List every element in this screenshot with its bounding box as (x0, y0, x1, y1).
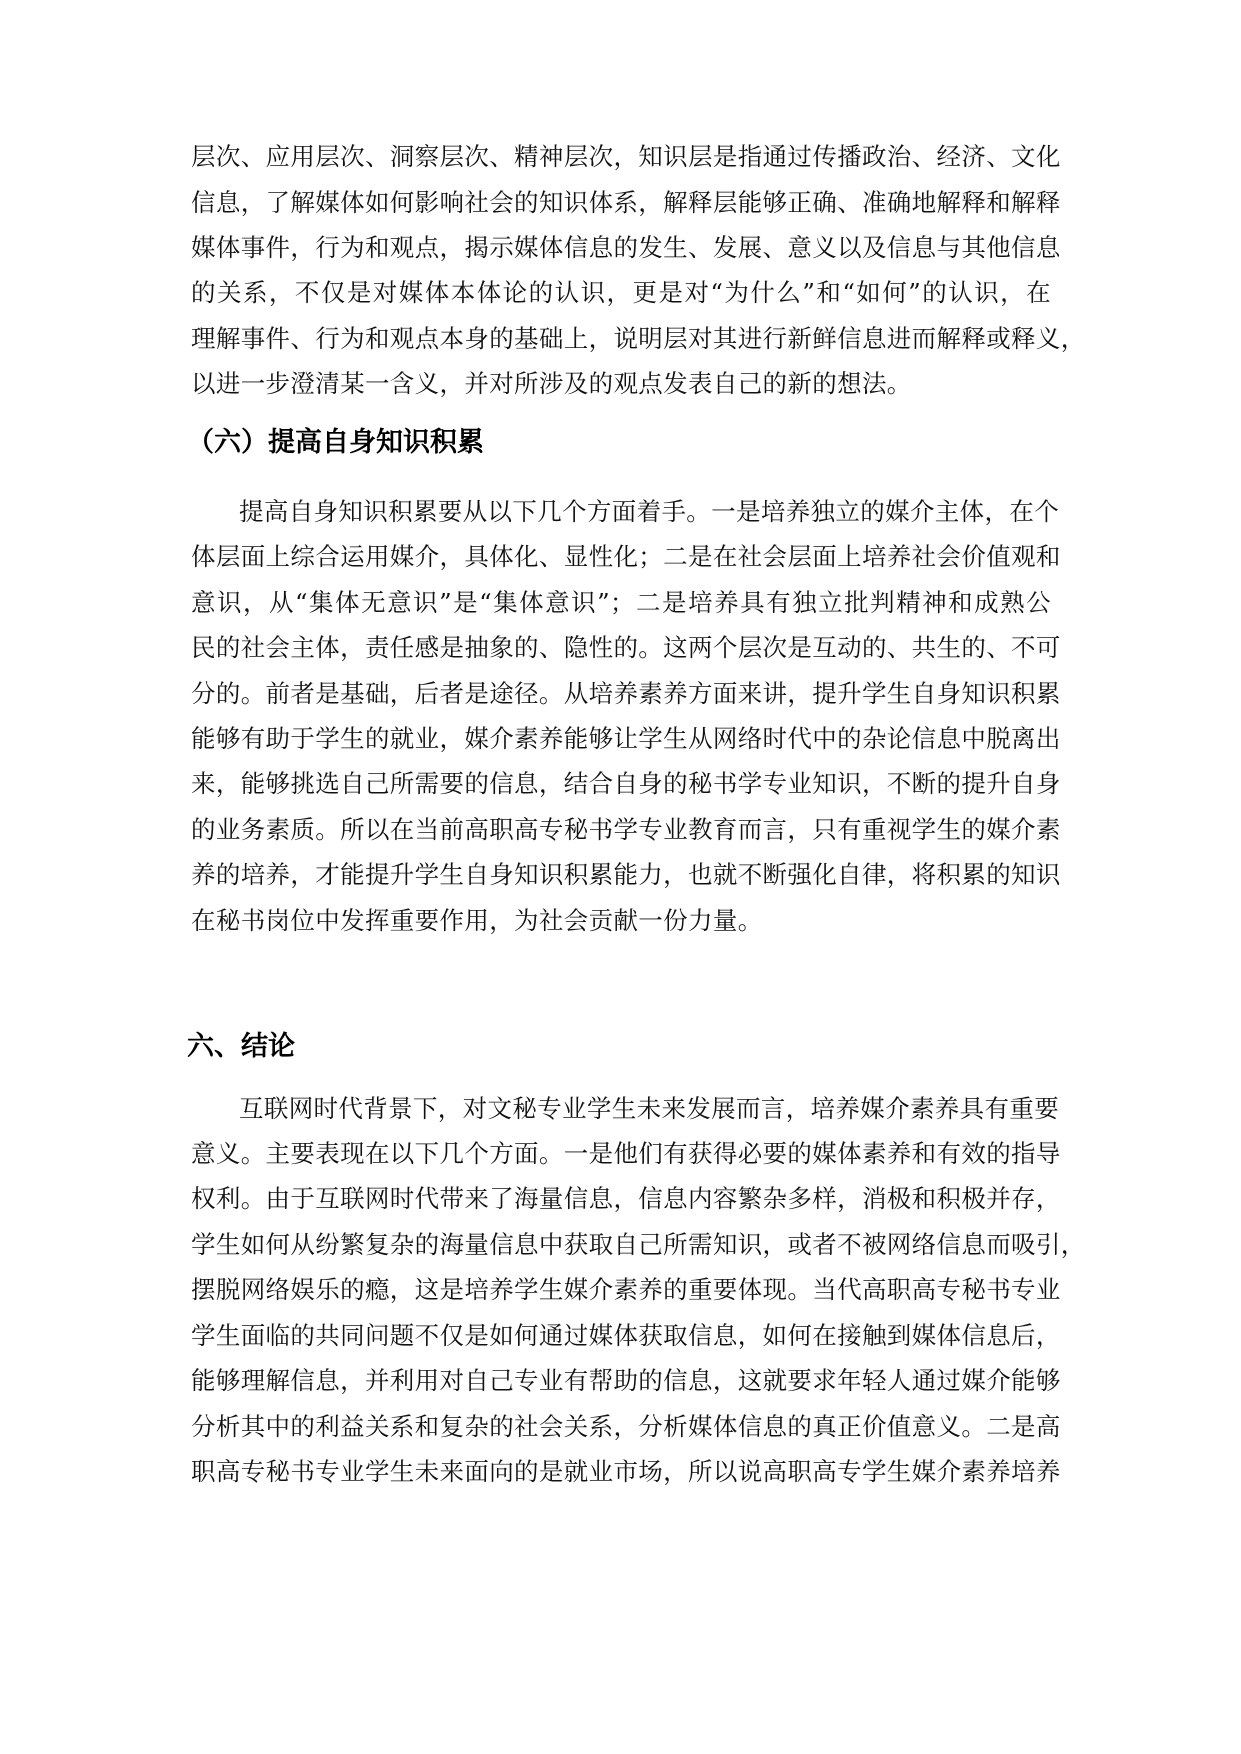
text-line: 提高自身知识积累要从以下几个方面着手。一是培养独立的媒介主体，在个 (239, 497, 1060, 526)
text-line: 在秘书岗位中发挥重要作用，为社会贡献一份力量。 (191, 906, 763, 935)
text-line: 媒体事件，行为和观点，揭示媒体信息的发生、发展、意义以及信息与其他信息 (191, 233, 1061, 262)
text-line: 养的培养，才能提升学生自身知识积累能力，也就不断强化自律，将积累的知识 (191, 860, 1061, 889)
text-line: 学生面临的共同问题不仅是如何通过媒体获取信息，如何在接触到媒体信息后， (191, 1321, 1061, 1350)
text-line: 的关系，不仅是对媒体本体论的认识，更是对“为什么”和“如何”的认识，在 (191, 278, 1051, 307)
text-line: 意义。主要表现在以下几个方面。一是他们有获得必要的媒体素养和有效的指导 (191, 1139, 1061, 1168)
text-line: 能够理解信息，并利用对自己专业有帮助的信息，这就要求年轻人通过媒介能够 (191, 1366, 1061, 1395)
section-heading: 六、结论 (187, 1031, 295, 1062)
subsection-heading: （六）提高自身知识积累 (187, 427, 484, 458)
text-line: 互联网时代背景下，对文秘专业学生未来发展而言，培养媒介素养具有重要 (239, 1094, 1060, 1123)
text-line: 信息，了解媒体如何影响社会的知识体系，解释层能够正确、准确地解释和解释 (191, 188, 1061, 217)
text-line: 层次、应用层次、洞察层次、精神层次，知识层是指通过传播政治、经济、文化 (191, 142, 1061, 171)
text-line: 分析其中的利益关系和复杂的社会关系，分析媒体信息的真正价值意义。二是高 (191, 1412, 1061, 1441)
text-line: 权利。由于互联网时代带来了海量信息，信息内容繁杂多样，消极和积极并存， (191, 1184, 1061, 1213)
text-line: 职高专秘书专业学生未来面向的是就业市场，所以说高职高专学生媒介素养培养 (191, 1457, 1061, 1486)
text-line: 能够有助于学生的就业，媒介素养能够让学生从网络时代中的杂论信息中脱离出 (191, 724, 1061, 753)
text-line: 来，能够挑选自己所需要的信息，结合自身的秘书学专业知识，不断的提升自身 (191, 769, 1061, 798)
text-line: 摆脱网络娱乐的瘾，这是培养学生媒介素养的重要体现。当代高职高专秘书专业 (191, 1275, 1061, 1304)
text-line: 分的。前者是基础，后者是途径。从培养素养方面来讲，提升学生自身知识积累 (191, 679, 1061, 708)
text-line: 的业务素质。所以在当前高职高专秘书学专业教育而言，只有重视学生的媒介素 (191, 815, 1061, 844)
text-line: 学生如何从纷繁复杂的海量信息中获取自己所需知识，或者不被网络信息而吸引， (191, 1230, 1086, 1259)
text-line: 理解事件、行为和观点本身的基础上，说明层对其进行新鲜信息进而解释或释义， (191, 324, 1086, 353)
text-line: 民的社会主体，责任感是抽象的、隐性的。这两个层次是互动的、共生的、不可 (191, 633, 1061, 662)
text-line: 意识，从“集体无意识”是“集体意识”；二是培养具有独立批判精神和成熟公 (191, 588, 1051, 617)
text-line: 体层面上综合运用媒介，具体化、显性化；二是在社会层面上培养社会价值观和 (191, 542, 1061, 571)
text-line: 以进一步澄清某一含义，并对所涉及的观点发表自己的新的想法。 (191, 369, 912, 398)
